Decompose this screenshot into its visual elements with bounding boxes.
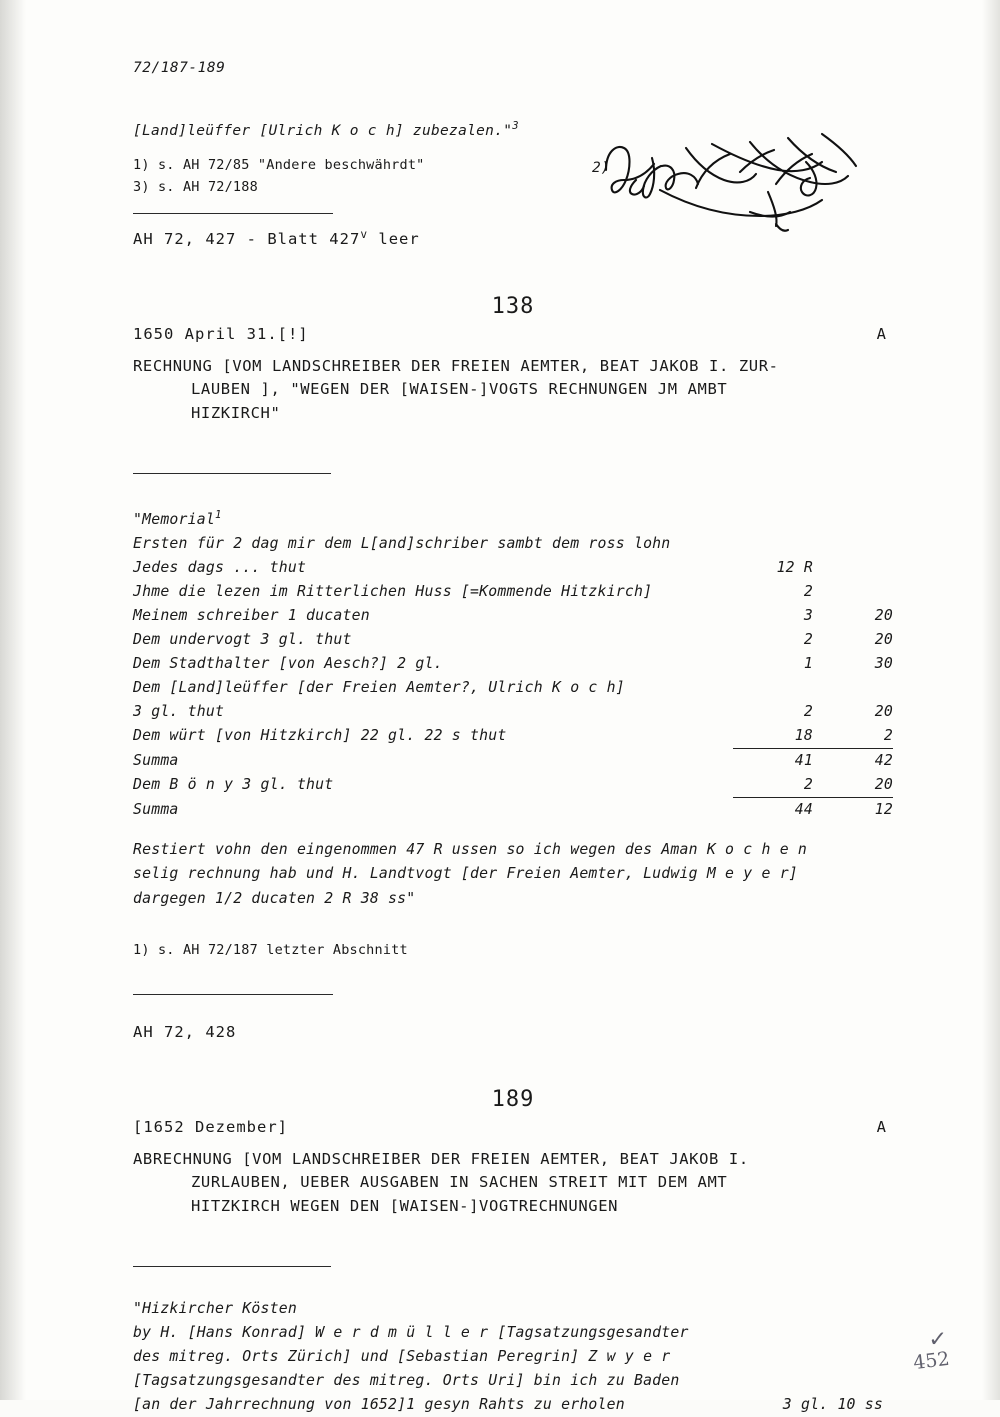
document-189-title-line1: ABRECHNUNG [VOM LANDSCHREIBER DER FREIEN AEMTER, BEAT JAKOB I.	[133, 1149, 749, 1168]
row-description: Meinem schreiber 1 ducaten	[133, 607, 370, 625]
tail-text: [Tagsatzungsgesandter des mitreg. Orts Uri] bin ich zu Baden	[133, 1372, 680, 1390]
tail-line	[133, 1321, 893, 1345]
table-row	[133, 580, 893, 604]
document-138-footnote: 1) s. AH 72/187 letzter Abschnitt	[133, 941, 408, 958]
row-amount-gulden: 2	[803, 702, 813, 720]
table-row-summa	[133, 797, 893, 821]
memorial-heading: "Memorial	[133, 511, 215, 529]
table-row	[133, 628, 893, 652]
folio-reference: 72/187-189	[133, 60, 226, 76]
document-138-title-line3: HIZKIRCH"	[191, 403, 281, 422]
row-amount-gulden: 3	[803, 607, 813, 625]
table-row	[133, 652, 893, 676]
row-amount-gulden: 12 R	[776, 559, 813, 577]
account-table-body	[133, 556, 893, 822]
shelfmark-427-text: AH 72, 427 - Blatt 427	[133, 229, 361, 248]
row-amount-schilling	[813, 676, 893, 700]
handwritten-signature-icon	[600, 128, 870, 238]
row-amount-gulden: 2	[803, 583, 813, 601]
table-row	[133, 604, 893, 628]
row-amount-gulden: 2	[733, 773, 813, 797]
row-description: Dem [Land]leüffer [der Freien Aemter?, Ulrich K o c h]	[133, 679, 625, 696]
row-description: Jhme die lezen im Ritterlichen Huss [=Kommende Hitzkirch]	[133, 583, 653, 601]
table-row	[133, 724, 893, 748]
page-content	[133, 60, 893, 1417]
row-description: Dem würt [von Hitzkirch] 22 gl. 22 s thut	[133, 727, 507, 745]
row-amount-schilling: 20	[813, 773, 893, 797]
divider-rule-3	[133, 994, 333, 995]
row-amount-gulden: 1	[803, 655, 813, 673]
row-amount-schilling: 12	[874, 800, 893, 818]
footnote-marker-3: 3	[512, 120, 519, 132]
divider-rule-4	[133, 1266, 331, 1267]
document-189-side-marker: A	[876, 1117, 887, 1136]
tail-text: des mitreg. Orts Zürich] und [Sebastian Peregrin] Z w y e r	[133, 1348, 671, 1366]
top-excerpt-text: [Land]leüffer [Ulrich K o c h] zubezalen."	[133, 122, 513, 139]
hizkircher-kosten-block	[133, 1297, 893, 1417]
restiert-line3: dargegen 1/2 ducaten 2 R 38 ss"	[133, 889, 416, 907]
document-number-138: 138	[491, 293, 535, 319]
shelfmark-427-tail: leer	[368, 229, 420, 248]
document-138-date: 1650 April 31.[!]	[133, 324, 309, 343]
tail-amount	[883, 1321, 893, 1345]
document-138-side-marker: A	[876, 324, 887, 343]
row-amount-schilling	[813, 580, 893, 604]
tail-line	[133, 1297, 893, 1321]
row-amount-schilling: 20	[874, 702, 893, 720]
restiert-line2: selig rechnung hab und H. Landtvogt [der Freien Aemter, Ludwig M e y e r]	[133, 865, 798, 883]
row-amount-gulden	[733, 676, 813, 700]
shelfmark-428: AH 72, 428	[133, 1022, 237, 1041]
row-description: Summa	[133, 800, 179, 818]
row-amount-schilling: 2	[813, 724, 893, 748]
row-amount-schilling: 20	[874, 631, 893, 649]
restiert-line1: Restiert vohn den eingenommen 47 R ussen so ich wegen des Aman K o c h e n	[133, 840, 808, 858]
row-amount-schilling	[813, 556, 893, 580]
row-description: Summa	[133, 751, 179, 769]
row-amount-schilling: 30	[874, 655, 893, 673]
restiert-paragraph	[133, 838, 893, 912]
divider-rule	[133, 213, 333, 214]
row-description: Dem undervogt 3 gl. thut	[133, 631, 352, 649]
divider-rule-2	[133, 473, 331, 474]
tail-text: "Hizkircher Kösten	[133, 1300, 297, 1318]
memorial-intro-line2: Ersten für 2 dag mir dem L[and]schriber sambt dem ross lohn	[133, 535, 671, 553]
tail-line	[133, 1393, 893, 1417]
tail-line	[133, 1369, 893, 1393]
table-row	[133, 556, 893, 580]
row-description: Dem B ö n y 3 gl. thut	[133, 776, 334, 794]
document-189-date: [1652 Dezember]	[133, 1117, 288, 1136]
top-note-3: 3) s. AH 72/188	[133, 178, 258, 195]
tail-amount	[883, 1369, 893, 1393]
row-description: Jedes dags ... thut	[133, 559, 307, 577]
row-amount-gulden: 44	[794, 800, 813, 818]
memorial-intro-line1	[133, 506, 893, 532]
table-row-summa	[133, 748, 893, 772]
checkmark-icon: ✓	[928, 1327, 947, 1353]
row-amount-gulden: 18	[733, 724, 813, 748]
table-row	[133, 773, 893, 797]
document-number-189: 189	[491, 1086, 535, 1112]
account-table	[133, 556, 893, 822]
row-amount-gulden: 2	[803, 631, 813, 649]
pencil-number: 452	[911, 1347, 951, 1375]
document-138-daterow	[133, 325, 893, 343]
row-description: 3 gl. thut	[133, 702, 225, 720]
tail-text: by H. [Hans Konrad] W e r d m ü l l e r [Tagsatzungsgesandter	[133, 1324, 689, 1342]
footnote-marker-1: 1	[214, 508, 222, 522]
document-189-daterow	[133, 1118, 893, 1136]
document-138-title-line1: RECHNUNG [VOM LANDSCHREIBER DER FREIEN AEMTER, BEAT JAKOB I. ZUR-	[133, 356, 779, 375]
tail-amount	[883, 1297, 893, 1321]
document-189-title-line3: HITZKIRCH WEGEN DEN [WAISEN-]VOGTRECHNUNGEN	[191, 1196, 619, 1215]
top-note-1: 1) s. AH 72/85 "Andere beschwährdt"	[133, 157, 425, 174]
row-amount-schilling: 20	[874, 607, 893, 625]
document-138-title	[133, 355, 893, 426]
document-138-title-line2: LAUBEN ], "WEGEN DER [WAISEN-]VOGTS RECHNUNGEN JM AMBT	[191, 380, 728, 399]
document-189-title	[133, 1148, 893, 1219]
tail-amount: 3 gl. 10 ss	[782, 1396, 883, 1414]
shelfmark-427-sup: v	[360, 227, 369, 241]
row-description: Dem Stadthalter [von Aesch?] 2 gl.	[133, 655, 443, 673]
tail-text: [an der Jahrrechnung von 1652]1 gesyn Rahts zu erholen	[133, 1396, 625, 1414]
table-row	[133, 700, 893, 724]
tail-line	[133, 1345, 893, 1369]
document-189-title-line2: ZURLAUBEN, UEBER AUSGABEN IN SACHEN STREIT MIT DEM AMT	[191, 1173, 728, 1192]
signature-label: 2)	[592, 160, 610, 176]
row-amount-schilling: 42	[874, 751, 893, 769]
tail-amount	[883, 1345, 893, 1369]
row-amount-gulden: 41	[794, 751, 813, 769]
pencil-annotation	[909, 1328, 950, 1374]
memorial-intro	[133, 506, 893, 556]
table-row	[133, 676, 893, 700]
